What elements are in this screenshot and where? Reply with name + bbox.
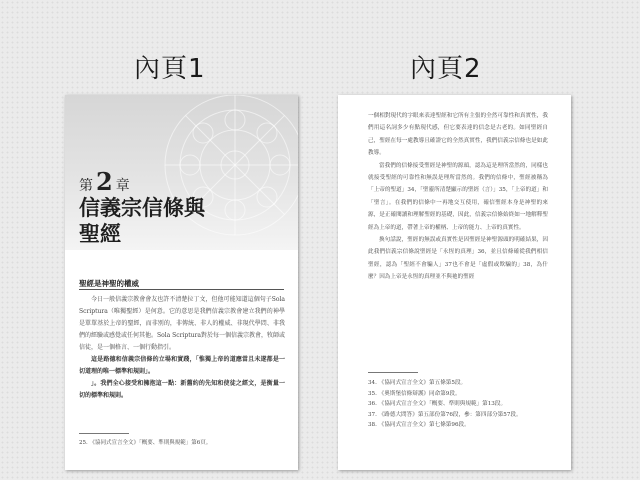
footnote-divider bbox=[79, 433, 129, 434]
footnote: 25. 《協同式宣言全文》「概要、準則與規範」第6頁。 bbox=[79, 440, 212, 446]
chapter-title-line-1: 信義宗信條與 bbox=[79, 195, 205, 220]
book-page-1 bbox=[65, 95, 298, 470]
chapter-heading bbox=[79, 167, 130, 196]
chapter-number: 2 bbox=[96, 167, 113, 196]
footnote-divider bbox=[368, 372, 418, 373]
body-paragraph: 當我們的信條接受聖經是神聖的源頭，認為這是理所當然的，同樣也就接受聖經的可靠性和無誤是理所當然的。我們的信條中，聖經被稱為「上帝的聖道」34，「聖靈所清楚顯示的聖經（言）」35，「上帝的道」和「聖言」。在我們的信條中一再地交互使用，確信聖經本身是神聖的來源，是正確閱讀和理解聖經的基礎，因此，信義宗信條始終如一地解釋聖經為上帝的道，帶著上帝的權柄、上帝的能力、上帝的真實性。 bbox=[368, 162, 548, 231]
section-title: 聖經是神聖的權威 bbox=[79, 279, 139, 288]
footnote: 35. 《奧斯堡信條辯護》同命第9段。 bbox=[368, 390, 461, 397]
body-paragraph: 一個相對現代的字眼來表達聖經和它所有主張的全然可靠性和真實性，我們用這名詞多少有點現代感，但它要表達的信念是古老的。如同聖經自己，聖經在每一處教導且確證它的全然真實性，我們信義宗信條也是如此教導。 bbox=[368, 113, 548, 157]
chapter-title bbox=[79, 195, 289, 247]
footnote-list bbox=[368, 378, 522, 431]
page-1-body bbox=[79, 294, 285, 402]
caption-page-2: 內頁2 bbox=[410, 54, 482, 84]
body-paragraph: 今日一般信義宗教會會友也許不清楚拉丁文，但他可能知道這個句子Sola Scriptura（唯獨聖經）是何意。它的意思是我們信義宗教會建立我們的神學是單單基於上帝的聖經，而非別的，非傳統、非人的權威、非現代學問、非我們的經驗或感覺或任何其他。Sola Scriptura對於每一個信義宗教會，牧師或信徒，是一個格言、一個行動指引。 bbox=[79, 296, 285, 351]
page-2-body bbox=[368, 110, 548, 284]
chapter-title-line-2: 聖經 bbox=[79, 221, 121, 246]
footnote: 38. 《協同式宣言全文》第七條第96段。 bbox=[368, 422, 470, 428]
body-paragraph: 換句話說，聖經的無誤或真實性是因聖經是神聖源頭的明確結果，因此我們信義宗信條說聖經是「永恆的真理」36，並且信條確從我們相信聖經，認為「聖經不會騙人」37也不會是「虛假或欺騙的」38，為什麼？因為上帝是永恆的真理並不與祂的聖經 bbox=[368, 237, 548, 281]
footnote: 34. 《協同式宣言全文》第五條第5段。 bbox=[368, 380, 467, 386]
body-paragraph: 」。我們全心接受和擁抱這一點：新舊約的先知和使徒之經文，是衡量一切的標準和規則。 bbox=[79, 380, 285, 399]
body-paragraph: 這是路德和信義宗信條的立場和實踐，「惟獨上帝的道應當且未遂都是一切道理的唯一標準和規則」。 bbox=[79, 356, 285, 375]
footnote: 36. 《協同式宣言全文》「概要、準則與規範」第13段。 bbox=[368, 401, 507, 407]
book-page-2 bbox=[338, 95, 571, 470]
section-divider bbox=[79, 289, 284, 290]
chapter-suffix: 章 bbox=[115, 178, 130, 194]
caption-page-1: 內頁1 bbox=[134, 54, 206, 84]
footnote: 37. 《路德大問答》第五部份第76段，參：第四部分第57段。 bbox=[368, 411, 522, 418]
chapter-prefix: 第 bbox=[79, 178, 93, 194]
